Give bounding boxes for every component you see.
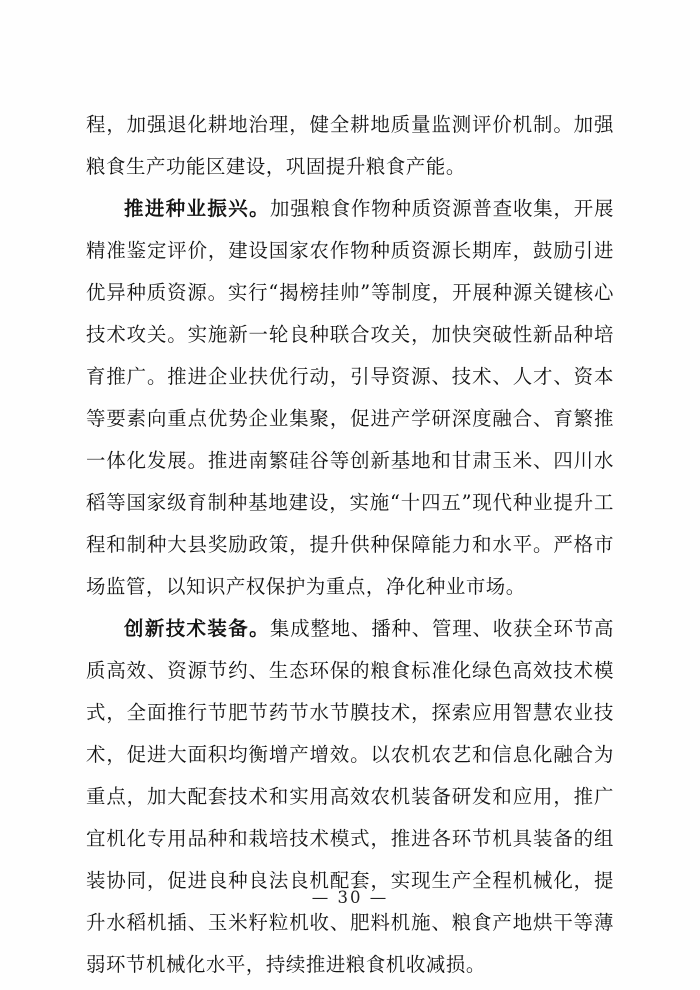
page-body [86, 104, 614, 986]
paragraph-1 [86, 104, 614, 188]
page-footer [0, 888, 700, 907]
paragraph-2-lead: 推进种业振兴。 [124, 197, 270, 220]
paragraph-3-lead: 创新技术装备。 [124, 617, 270, 640]
paragraph-2-text: 加强粮食作物种质资源普查收集，开展精准鉴定评价，建设国家农作物种质资源长期库，鼓励引进优异种质资源。实行“揭榜挂帅”等制度，开展种源关键核心技术攻关。实施新一轮良种联合攻关，加快突破性新品种培育推广。推进企业扶优行动，引导资源、技术、人才、资本等要素向重点优势企业集聚，促进产学研深度融合、育繁推一体化发展。推进南繁硅谷等创新基地和甘肃玉米、四川水稻等国家级育制种基地建设，实施“十四五”现代种业提升工程和制种大县奖励政策，提升供种保障能力和水平。严格市场监管，以知识产权保护为重点，净化种业市场。 [86, 197, 614, 598]
paragraph-1-text: 程，加强退化耕地治理，健全耕地质量监测评价机制。加强粮食生产功能区建设，巩固提升粮食产能。 [86, 113, 614, 178]
paragraph-3 [86, 608, 614, 986]
paragraph-2 [86, 188, 614, 608]
paragraph-3-text: 集成整地、播种、管理、收获全环节高质高效、资源节约、生态环保的粮食标准化绿色高效技术模式，全面推行节肥节药节水节膜技术，探索应用智慧农业技术，促进大面积均衡增产增效。以农机农艺和信息化融合为重点，加大配套技术和实用高效农机装备研发和应用，推广宜机化专用品种和栽培技术模式，推进各环节机具装备的组装协同，促进良种良法良机配套，实现生产全程机械化，提升水稻机插、玉米籽粒机收、肥料机施、粮食产地烘干等薄弱环节机械化水平，持续推进粮食机收减损。 [86, 617, 614, 976]
page-number: — 30 — [311, 888, 389, 907]
